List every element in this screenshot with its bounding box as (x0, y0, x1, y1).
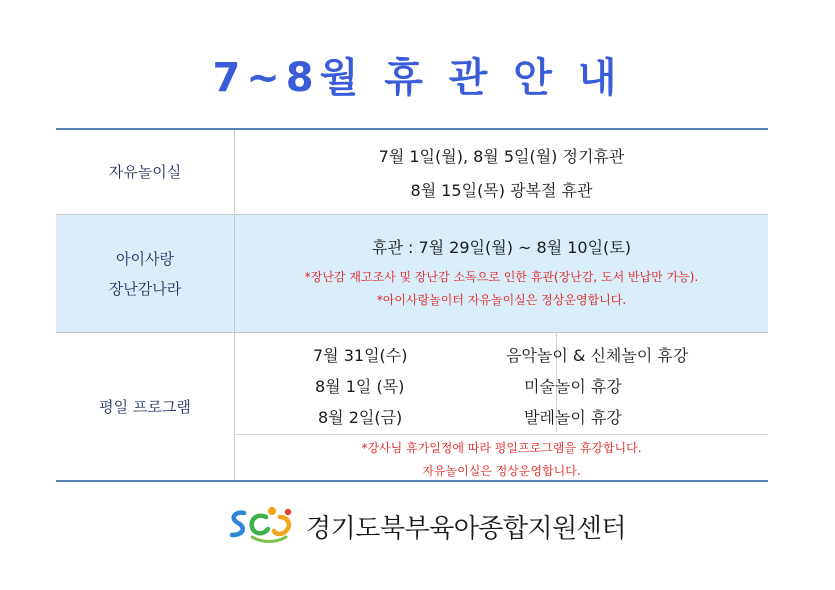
program-date-3: 8월 2일(금) (318, 408, 403, 427)
toy-library-note-2: *아이사랑놀이터 자유놀이실은 정상운영합니다. (376, 293, 627, 307)
section-label-free-play (56, 130, 234, 213)
org-name: 경기도북부육아종합지원센터 (306, 513, 627, 544)
center-logo-icon (228, 503, 300, 549)
section-weekday-program (56, 333, 768, 480)
toy-library-label-line-2: 장난감나라 (108, 279, 182, 298)
section-label-weekday-program (56, 333, 234, 480)
program-note-2: 자유놀이실은 정상운영합니다. (422, 464, 581, 478)
free-play-content (235, 130, 768, 213)
program-note-1: *강사님 휴가일정에 따라 평일프로그램을 휴강합니다. (361, 441, 642, 455)
program-date-2: 8월 1일 (목) (315, 377, 405, 396)
footer-logo (228, 505, 626, 547)
section-free-play (56, 130, 768, 213)
free-play-label: 자유놀이실 (108, 162, 182, 181)
page-title: 7~8월 휴 관 안 내 (212, 55, 623, 101)
weekday-program-content (235, 333, 768, 480)
toy-library-closure: 휴관 : 7월 29일(월) ~ 8월 10일(토) (371, 238, 631, 257)
toy-library-content (235, 215, 768, 332)
section-label-toy-library (56, 215, 234, 332)
program-note-divider (235, 434, 768, 435)
free-play-line-1: 7월 1일(월), 8월 5일(월) 정기휴관 (378, 147, 625, 166)
weekday-program-label: 평일 프로그램 (99, 397, 191, 416)
toy-library-note-1: *장난감 재고조사 및 장난감 소독으로 인한 휴관(장난감, 도서 반납만 가능). (304, 270, 699, 284)
program-date-1: 7월 31일(수) (313, 346, 408, 365)
free-play-line-2: 8월 15일(목) 광복절 휴관 (410, 181, 593, 200)
bottom-rule (56, 480, 768, 482)
section-toy-library (56, 215, 768, 332)
program-desc-1: 음악놀이 & 신체놀이 휴강 (506, 346, 689, 365)
program-desc-3: 발레놀이 휴강 (524, 408, 622, 427)
toy-library-label-line-1: 아이사랑 (116, 249, 174, 268)
program-desc-2: 미술놀이 휴강 (524, 377, 622, 396)
